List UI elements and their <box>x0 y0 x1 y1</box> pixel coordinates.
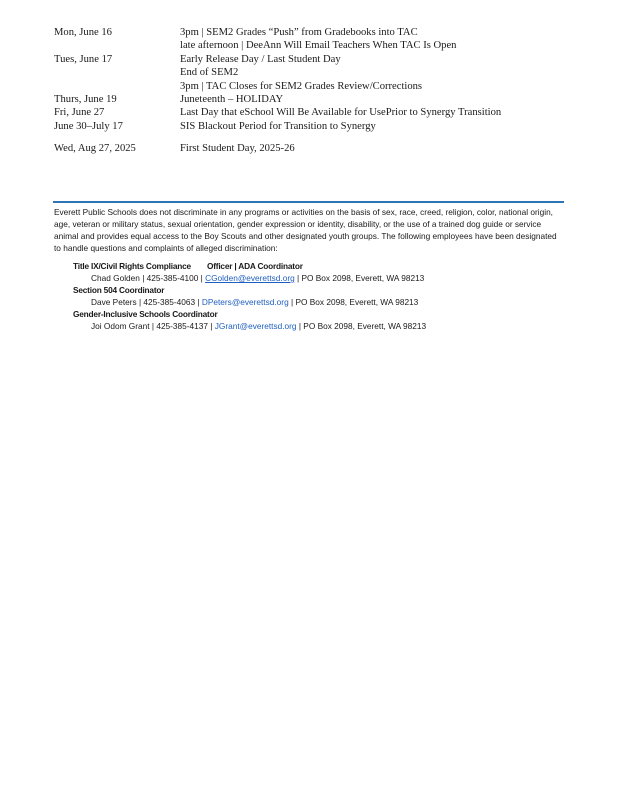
notice-text: Everett Public Schools does not discriminate in any programs or activities on the basis of sex, race, creed, religion, color, national origin, age, veteran or military status, sexual orientation, gender expression or identity, disability, or the use of a trained dog guide or service animal and provides equal access to the Boy Scouts and other designated youth groups. The following employees have been designated to handle questions and complaints of alleged discrimination: <box>54 207 557 253</box>
section-divider <box>53 201 564 203</box>
schedule-event: Early Release Day / Last Student Day <box>180 53 341 65</box>
schedule-date: Fri, June 27 <box>54 107 105 119</box>
schedule-date: Thurs, June 19 <box>54 94 117 106</box>
schedule-row <box>54 142 574 155</box>
schedule-row <box>54 106 574 119</box>
contact-line <box>54 272 562 284</box>
contact-title <box>54 260 562 272</box>
contact-email-link[interactable]: JGrant@everettsd.org <box>214 321 297 331</box>
schedule-row <box>54 53 574 93</box>
contact-title-part: Officer | ADA Coordinator <box>206 261 303 271</box>
contact-list <box>54 260 562 332</box>
contact-title-part: Gender-Inclusive Schools Coordinator <box>73 309 218 319</box>
contact-address: | PO Box 2098, Everett, WA 98213 <box>288 297 419 307</box>
contact-name-phone: Chad Golden | 425-385-4100 | <box>91 273 206 283</box>
contact-name-phone: Dave Peters | 425-385-4063 | <box>91 297 202 307</box>
schedule-row <box>54 120 574 133</box>
schedule-events <box>180 93 574 106</box>
schedule-events <box>180 120 574 133</box>
schedule-events <box>180 142 574 155</box>
schedule-event: late afternoon | DeeAnn Will Email Teachers When TAC Is Open <box>180 40 457 52</box>
schedule-event: 3pm | SEM2 Grades “Push” from Gradebooks into TAC <box>180 27 418 38</box>
schedule-row <box>54 93 574 106</box>
contact-address: | PO Box 2098, Everett, WA 98213 <box>296 321 427 331</box>
schedule-date: Mon, June 16 <box>54 27 112 38</box>
schedule-table <box>54 26 574 156</box>
schedule-events <box>180 53 574 93</box>
schedule-events <box>180 26 574 53</box>
schedule-date: Tues, June 17 <box>54 53 113 65</box>
schedule-event: First Student Day, 2025-26 <box>180 143 295 155</box>
contact-line <box>54 296 562 308</box>
schedule-date: Wed, Aug 27, 2025 <box>54 143 136 155</box>
contact-line <box>54 320 562 332</box>
schedule-row <box>54 26 574 53</box>
schedule-event: SIS Blackout Period for Transition to Synergy <box>180 120 376 132</box>
schedule-event: 3pm | TAC Closes for SEM2 Grades Review/Corrections <box>180 80 423 92</box>
schedule-event: End of SEM2 <box>180 67 239 79</box>
contact-title-part: Title IX/Civil Rights Compliance <box>73 261 191 271</box>
schedule-date: June 30–July 17 <box>54 120 123 132</box>
row-spacer <box>54 133 574 142</box>
schedule-event: Juneteenth – HOLIDAY <box>180 94 284 106</box>
contact-title <box>54 308 562 320</box>
contact-address: | PO Box 2098, Everett, WA 98213 <box>294 273 425 283</box>
nondiscrimination-notice <box>54 206 562 254</box>
contact-title-part: Section 504 Coordinator <box>73 285 165 295</box>
contact-email-link[interactable]: CGolden@everettsd.org <box>205 273 295 283</box>
contact-title <box>54 284 562 296</box>
schedule-events <box>180 106 574 119</box>
contact-name-phone: Joi Odom Grant | 425-385-4137 | <box>91 321 215 331</box>
contact-email-link[interactable]: DPeters@everettsd.org <box>201 297 289 307</box>
schedule-event: Last Day that eSchool Will Be Available for UsePrior to Synergy Transition <box>180 107 502 119</box>
